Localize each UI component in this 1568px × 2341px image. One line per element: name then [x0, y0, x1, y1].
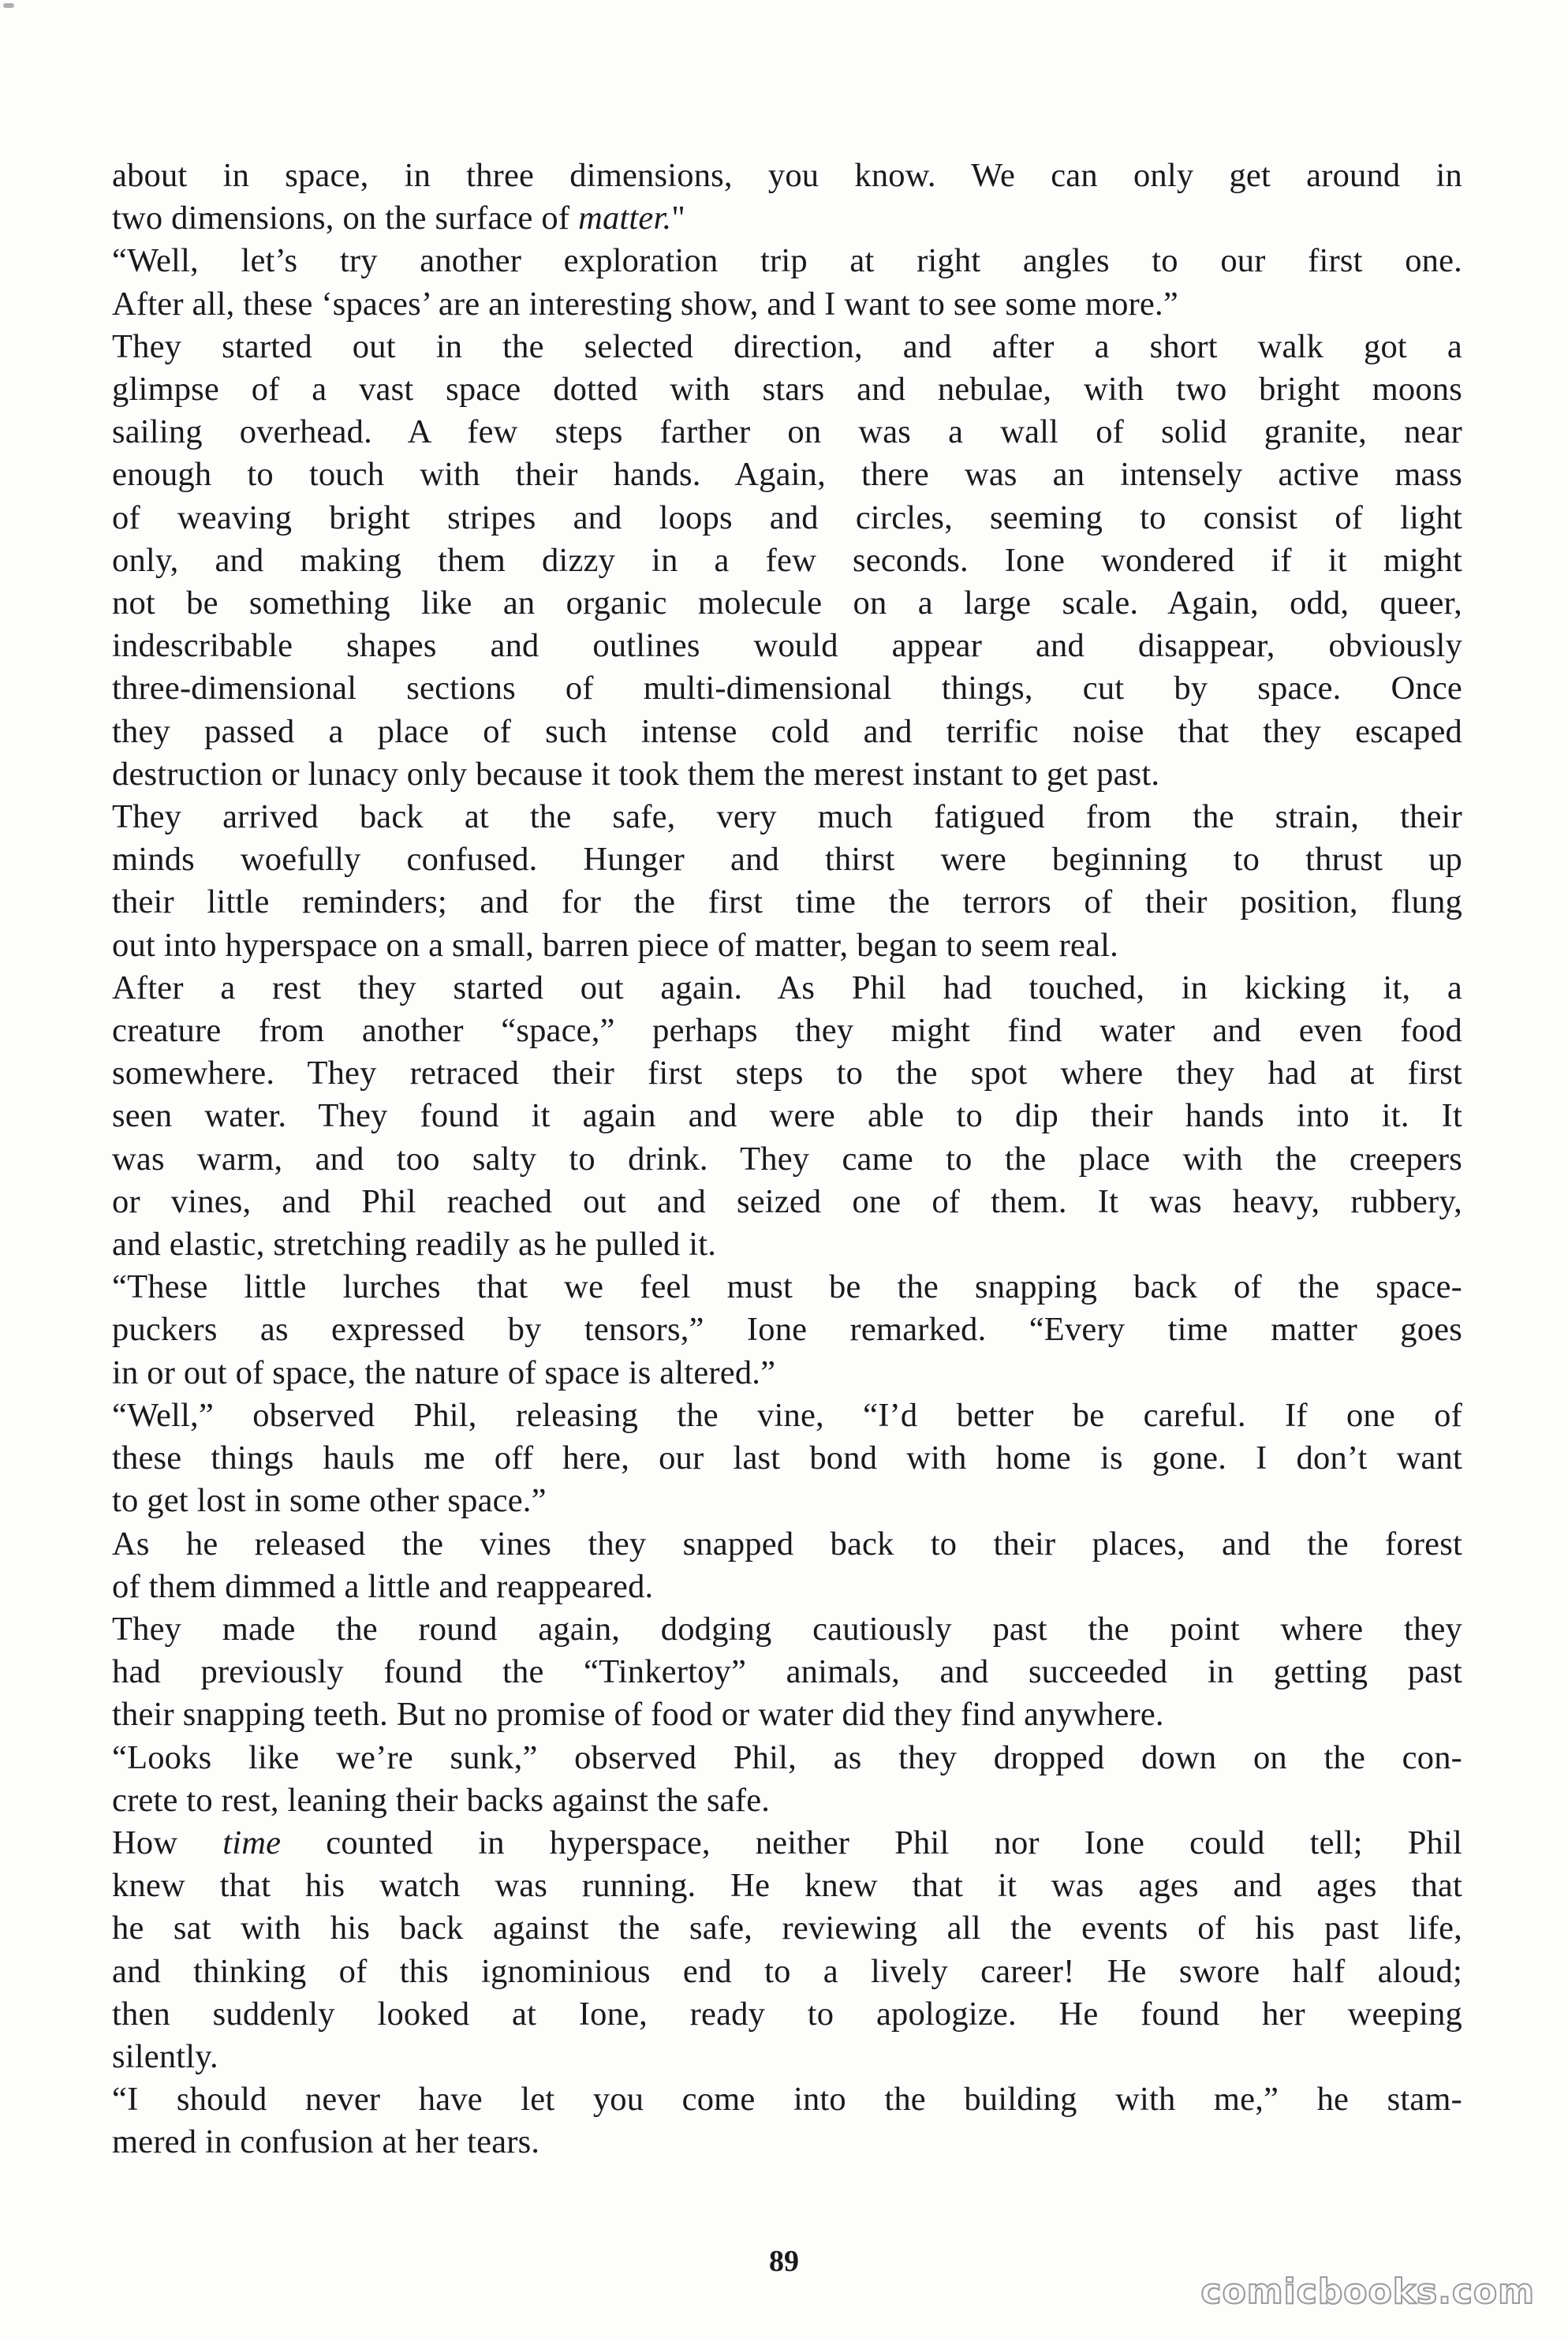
text-line: three-dimensional sections of multi-dimensional things, cut by space. Once	[112, 670, 1462, 708]
text-line: They arrived back at the safe, very much fatigued from the strain, their	[112, 798, 1462, 836]
text-line: their snapping teeth. But no promise of food or water did they find anywhere.	[112, 1696, 1164, 1734]
paragraph	[112, 1523, 1462, 1608]
text-line: they passed a place of such intense cold and terrific noise that they escaped	[112, 712, 1462, 750]
text-line: and elastic, stretching readily as he pulled it.	[112, 1226, 717, 1264]
text-line: They made the round again, dodging cautiously past the point where they	[112, 1610, 1462, 1648]
text-line: After a rest they started out again. As Phil had touched, in kicking it, a	[112, 969, 1462, 1006]
page-number: 89	[769, 2245, 799, 2278]
paragraph	[112, 155, 1462, 240]
scan-speck	[3, 3, 14, 8]
paragraph	[112, 240, 1462, 325]
text-line: As he released the vines they snapped back to their places, and the forest	[112, 1525, 1462, 1563]
text-line: creature from another “space,” perhaps they might find water and even food	[112, 1012, 1462, 1050]
text-line: not be something like an organic molecule on a large scale. Again, odd, queer,	[112, 584, 1462, 622]
text-line: minds woefully confused. Hunger and thirst were beginning to thrust up	[112, 841, 1462, 879]
text-line: seen water. They found it again and were able to dip their hands into it. It	[112, 1097, 1462, 1135]
paragraph	[112, 1822, 1462, 2078]
text-line: crete to rest, leaning their backs against the safe.	[112, 1781, 771, 1819]
text-line: destruction or lunacy only because it took them the merest instant to get past.	[112, 755, 1160, 793]
text-line: about in space, in three dimensions, you know. We can only get around in	[112, 157, 1462, 194]
text-line: knew that his watch was running. He knew that it was ages and ages that	[112, 1867, 1462, 1905]
text-line: to get lost in some other space.”	[112, 1482, 547, 1520]
text-line: sailing overhead. A few steps farther on was a wall of solid granite, near	[112, 413, 1462, 451]
text-line: glimpse of a vast space dotted with stars and nebulae, with two bright moons	[112, 371, 1462, 409]
text-line: mered in confusion at her tears.	[112, 2123, 540, 2161]
text-line: out into hyperspace on a small, barren piece of matter, began to seem real.	[112, 926, 1118, 964]
text-line: puckers as expressed by tensors,” Ione remarked. “Every time matter goes	[112, 1311, 1462, 1349]
paragraph	[112, 1395, 1462, 1523]
text-line: “These little lurches that we feel must be the snapping back of the space-	[112, 1268, 1462, 1306]
text-line: How time counted in hyperspace, neither Phil nor Ione could tell; Phil	[112, 1824, 1462, 1861]
text-line: or vines, and Phil reached out and seized one of them. It was heavy, rubbery,	[112, 1182, 1462, 1220]
text-line: then suddenly looked at Ione, ready to apologize. He found her weeping	[112, 1995, 1462, 2033]
text-line: After all, these ‘spaces’ are an interesting show, and I want to see some more.”	[112, 285, 1178, 323]
paragraph	[112, 326, 1462, 796]
text-line: in or out of space, the nature of space is altered.”	[112, 1353, 776, 1391]
paragraph	[112, 796, 1462, 967]
text-line: was warm, and too salty to drink. They came to the place with the creepers	[112, 1140, 1462, 1178]
text-line: he sat with his back against the safe, reviewing all the events of his past life,	[112, 1910, 1462, 1947]
text-line: “I should never have let you come into the building with me,” he stam-	[112, 2081, 1462, 2119]
watermark-logo: comicbooks.com	[1200, 2272, 1535, 2312]
text-line: enough to touch with their hands. Again, there was an intensely active mass	[112, 456, 1462, 494]
text-line: of weaving bright stripes and loops and circles, seeming to consist of light	[112, 498, 1462, 536]
text-line: They started out in the selected direction, and after a short walk got a	[112, 327, 1462, 365]
paragraph	[112, 1608, 1462, 1737]
text-line: had previously found the “Tinkertoy” animals, and succeeded in getting past	[112, 1653, 1462, 1691]
text-line: and thinking of this ignominious end to a lively career! He swore half aloud;	[112, 1952, 1462, 1990]
paragraph	[112, 2078, 1462, 2164]
text-line: their little reminders; and for the first time the terrors of their position, flung	[112, 883, 1462, 921]
body-text	[112, 155, 1462, 2164]
text-line: “Well, let’s try another exploration trip at right angles to our first one.	[112, 242, 1462, 280]
text-line: these things hauls me off here, our last bond with home is gone. I don’t want	[112, 1439, 1462, 1477]
text-line: silently.	[112, 2037, 218, 2075]
paragraph	[112, 1737, 1462, 1822]
paragraph	[112, 1266, 1462, 1395]
text-line: somewhere. They retraced their first steps to the spot where they had at first	[112, 1055, 1462, 1092]
text-line: indescribable shapes and outlines would appear and disappear, obviously	[112, 627, 1462, 665]
text-line: only, and making them dizzy in a few seconds. Ione wondered if it might	[112, 541, 1462, 579]
text-line: “Well,” observed Phil, releasing the vine, “I’d better be careful. If one of	[112, 1396, 1462, 1434]
paragraph	[112, 967, 1462, 1266]
text-line: two dimensions, on the surface of matter."	[112, 200, 685, 237]
text-line: of them dimmed a little and reappeared.	[112, 1567, 654, 1605]
text-line: “Looks like we’re sunk,” observed Phil, as they dropped down on the con-	[112, 1738, 1462, 1776]
